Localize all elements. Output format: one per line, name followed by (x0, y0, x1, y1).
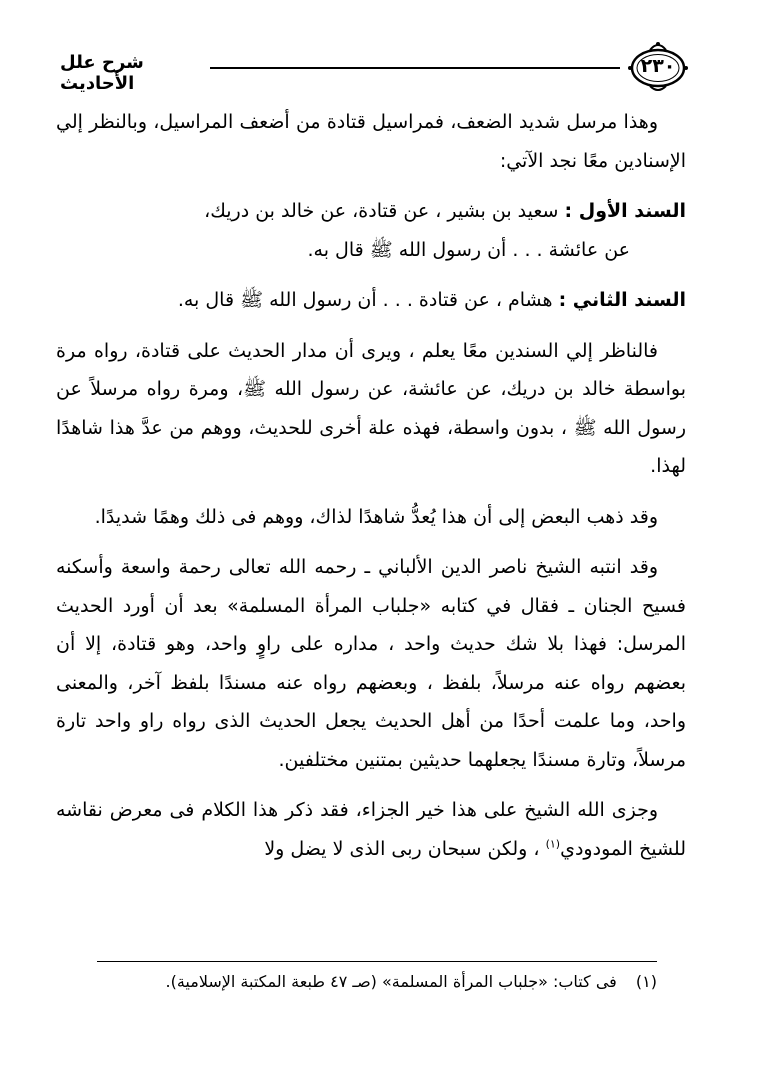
paragraph-1: وهذا مرسل شديد الضعف، فمراسيل قتادة من أضعف المراسيل، وبالنظر إلي الإسنادين معًا نجد الآتي: (56, 111, 686, 172)
sanad-1 (56, 192, 686, 269)
sanad-1-label: السند الأول : (564, 200, 686, 222)
footnote (97, 968, 657, 996)
paragraph-3: وقد ذهب البعض إلى أن هذا يُعدُّ شاهدًا لذاك، ووهم فى ذلك وهمًا شديدًا. (94, 505, 658, 528)
paragraph-4: وقد انتبه الشيخ ناصر الدين الألباني ـ رحمه الله تعالى رحمة واسعة وأسكنه فسيح الجنان ـ فقال في كتابه «جلباب المرأة المسلمة» بعد أن أورد الحديث المرسل: فهذا بلا شك حديث واحد ، مداره على راوٍ واحد، وهو قتادة، إلا أن بعضهم رواه عنه مرسلاً، بلفظ ، وبعضهم رواه عنه مسندًا بلفظ آخر، والمعنى واحد، وما علمت أحدًا من أهل الحديث يجعل الحديث الذى رواه راو واحد تارة مرسلاً، وتارة مسندًا يجعلهما حديثين بمتنين مختلفين. (56, 556, 686, 771)
body-text (56, 103, 686, 880)
paragraph-5 (56, 791, 686, 868)
page-header (60, 38, 690, 98)
header-rule (210, 67, 620, 69)
paragraph-5-tail: ، ولكن سبحان ربى الذى لا يضل ولا (264, 837, 546, 860)
sanad-2 (56, 281, 686, 320)
footnote-rule (97, 961, 657, 962)
paragraph-2: فالناظر إلي السندين معًا يعلم ، ويرى أن مدار الحديث على قتادة، رواه مرة بواسطة خالد بن دريك، عن عائشة، عن رسول الله ﷺ، ومرة رواه مرسلاً عن رسول الله ﷺ ، بدون واسطة، فهذه علة أخرى للحديث، ووهم من عدَّ هذا شاهدًا لهذا. (56, 339, 686, 477)
footnote-text: فى كتاب: «جلباب المرأة المسلمة» (صـ ٤٧ طبعة المكتبة الإسلامية). (165, 972, 617, 991)
paragraph-5-text: وجزى الله الشيخ على هذا خير الجزاء، فقد ذكر هذا الكلام فى معرض نقاشه للشيخ المودودي (56, 799, 686, 860)
running-title: شرح علل الأحاديث (60, 52, 144, 94)
sanad-2-label: السند الثاني : (558, 289, 686, 311)
sanad-2-text: هشام ، عن قتادة . . . أن رسول الله ﷺ قال به. (177, 289, 553, 311)
sanad-1-continuation: عن عائشة . . . أن رسول الله ﷺ قال به. (307, 238, 630, 261)
page-number-badge (626, 38, 690, 94)
footnote-number: (١) (635, 972, 657, 991)
page-number: ٢٣٠ (640, 55, 676, 77)
sanad-1-text: سعيد بن بشير ، عن قتادة، عن خالد بن دريك، (204, 200, 559, 222)
footnote-reference[interactable]: (١) (545, 837, 561, 851)
